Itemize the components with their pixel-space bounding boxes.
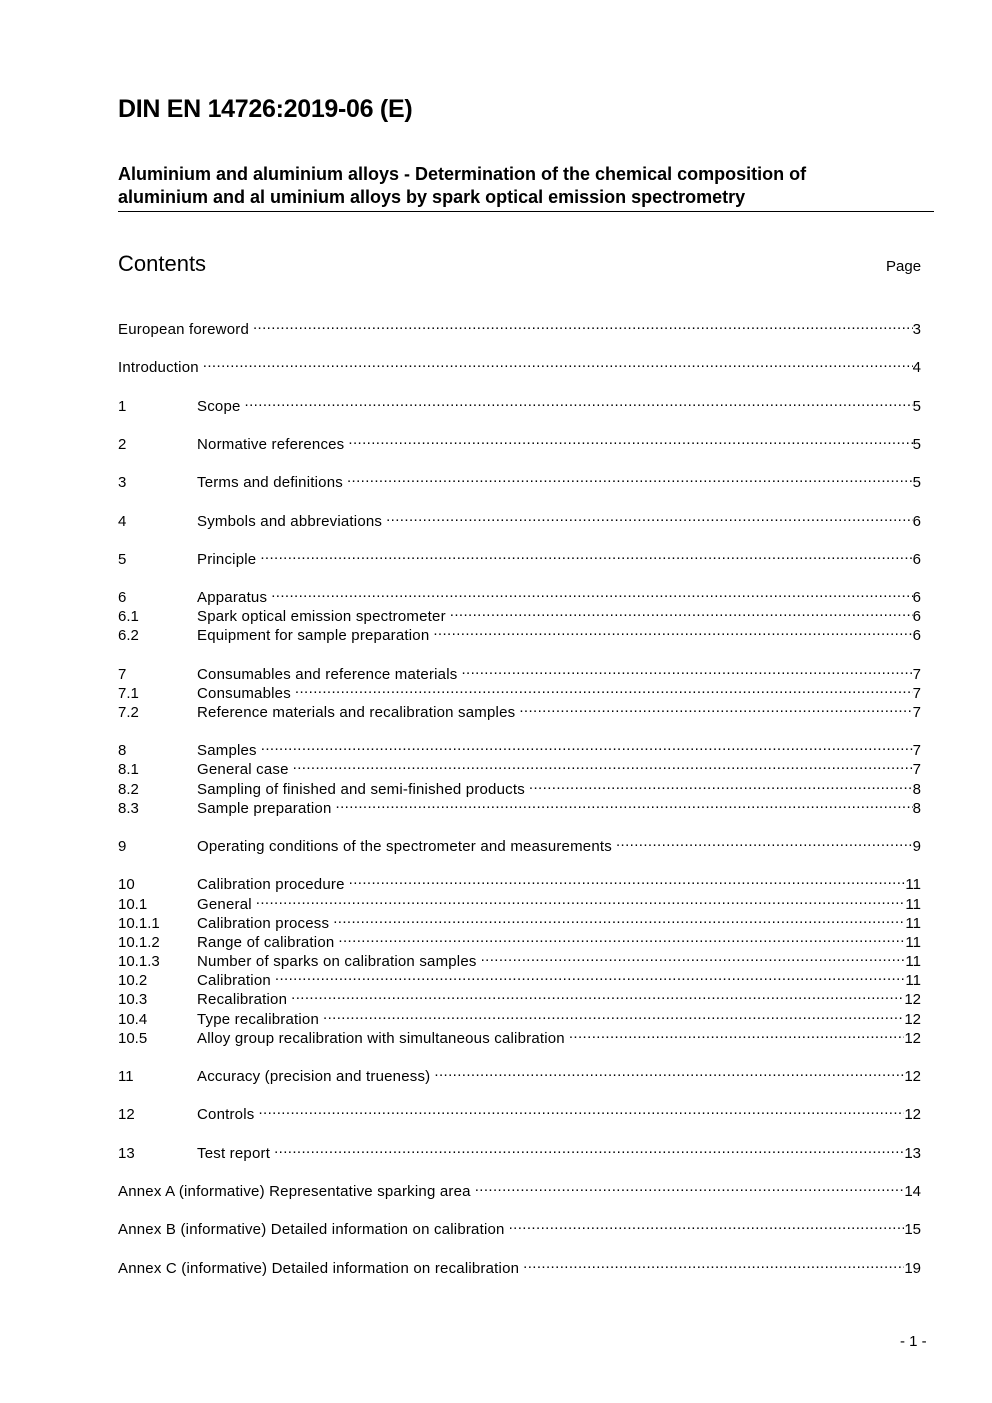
toc-entry[interactable] — [118, 583, 921, 606]
toc-entry-page: 3 — [912, 321, 921, 338]
toc-entry-page: 5 — [912, 436, 921, 453]
toc-entry-page: 7 — [912, 742, 921, 759]
toc-entry-number: 8.2 — [118, 781, 139, 798]
toc-entry-number: 7.2 — [118, 704, 139, 721]
toc-entry-page: 6 — [912, 551, 921, 568]
toc-entry-page: 12 — [904, 1011, 921, 1028]
toc-entry-title: Spark optical emission spectrometer — [197, 608, 446, 625]
toc-entry[interactable] — [118, 966, 921, 989]
toc-entry-page: 11 — [905, 934, 921, 951]
toc-entry-page: 5 — [912, 474, 921, 491]
toc-entry[interactable] — [118, 1177, 921, 1200]
toc-dot-leader — [336, 794, 913, 813]
toc-entry[interactable] — [118, 545, 921, 568]
toc-entry-page: 6 — [912, 513, 921, 530]
toc-entry-page: 11 — [905, 876, 921, 893]
toc-dot-leader — [245, 392, 913, 411]
toc-dot-leader — [461, 660, 912, 679]
toc-entry-number: 8.3 — [118, 800, 139, 817]
toc-entry-title: Annex A (informative) Representative sparking area — [118, 1183, 471, 1200]
toc-entry[interactable] — [118, 794, 921, 817]
toc-entry-number: 6.1 — [118, 608, 139, 625]
toc-entry-number: 13 — [118, 1145, 135, 1162]
toc-dot-leader — [338, 928, 905, 947]
toc-entry-title: Consumables and reference materials — [197, 666, 458, 683]
toc-entry-number: 10.1 — [118, 896, 148, 913]
toc-dot-leader — [523, 1254, 904, 1273]
toc-entry-title: Consumables — [197, 685, 291, 702]
toc-entry-number: 10.3 — [118, 991, 148, 1008]
toc-entry-page: 12 — [904, 1068, 921, 1085]
toc-entry-page: 14 — [904, 1183, 921, 1200]
toc-entry-number: 8.1 — [118, 761, 139, 778]
toc-entry-page: 11 — [905, 896, 921, 913]
toc-dot-leader — [348, 430, 912, 449]
toc-entry-number: 10.5 — [118, 1030, 148, 1047]
toc-dot-leader — [347, 468, 913, 487]
toc-entry-number: 6.2 — [118, 627, 139, 644]
toc-entry-number: 6 — [118, 589, 127, 606]
toc-entry-number: 10 — [118, 876, 135, 893]
toc-entry-number: 8 — [118, 742, 127, 759]
toc-dot-leader — [434, 1062, 904, 1081]
toc-entry[interactable] — [118, 1062, 921, 1085]
toc-entry-page: 8 — [912, 800, 921, 817]
toc-entry-page: 6 — [912, 608, 921, 625]
document-title-line-1: Aluminium and aluminium alloys - Determination of the chemical composition of — [118, 164, 807, 184]
toc-entry-page: 11 — [905, 972, 921, 989]
toc-entry[interactable] — [118, 909, 921, 932]
document-identifier: DIN EN 14726:2019-06 (E) — [118, 95, 413, 123]
toc-entry[interactable] — [118, 679, 921, 702]
toc-dot-leader — [333, 909, 905, 928]
toc-entry-title: Samples — [197, 742, 257, 759]
toc-entry-page: 11 — [905, 915, 921, 932]
toc-entry-title: Number of sparks on calibration samples — [197, 953, 477, 970]
document-title-line-2: aluminium and al uminium alloys by spark optical emission spectrometry — [118, 187, 746, 207]
toc-entry-title: Introduction — [118, 359, 199, 376]
toc-entry-title: Annex B (informative) Detailed information on calibration — [118, 1221, 505, 1238]
toc-entry-page: 6 — [912, 627, 921, 644]
toc-dot-leader — [256, 890, 906, 909]
toc-dot-leader — [509, 1215, 905, 1234]
toc-entry-title: Equipment for sample preparation — [197, 627, 430, 644]
toc-entry-title: Alloy group recalibration with simultaneous calibration — [197, 1030, 565, 1047]
toc-entry[interactable] — [118, 775, 921, 798]
toc-entry[interactable] — [118, 698, 921, 721]
toc-entry[interactable] — [118, 1215, 921, 1238]
toc-dot-leader — [569, 1024, 904, 1043]
toc-entry[interactable] — [118, 1254, 921, 1277]
toc-dot-leader — [253, 315, 913, 334]
toc-entry[interactable] — [118, 1005, 921, 1028]
toc-entry-title: European foreword — [118, 321, 249, 338]
toc-entry-number: 3 — [118, 474, 127, 491]
toc-entry-number: 9 — [118, 838, 127, 855]
toc-entry-number: 10.1.3 — [118, 953, 160, 970]
page-number: - 1 - — [900, 1333, 927, 1350]
toc-entry-page: 12 — [904, 1030, 921, 1047]
toc-entry[interactable] — [118, 660, 921, 683]
toc-entry[interactable] — [118, 832, 921, 855]
toc-dot-leader — [261, 736, 913, 755]
toc-entry-page: 7 — [912, 685, 921, 702]
toc-dot-leader — [519, 698, 912, 717]
toc-dot-leader — [475, 1177, 905, 1196]
toc-entry-title: Normative references — [197, 436, 345, 453]
toc-entry[interactable] — [118, 392, 921, 415]
toc-dot-leader — [386, 507, 913, 526]
toc-dot-leader — [258, 1100, 904, 1119]
toc-entry-title: Test report — [197, 1145, 271, 1162]
toc-entry-title: Operating conditions of the spectrometer and measurements — [197, 838, 612, 855]
toc-entry-title: Sampling of finished and semi-finished products — [197, 781, 525, 798]
toc-dot-leader — [295, 679, 913, 698]
toc-entry-title: General — [197, 896, 252, 913]
toc-entry[interactable] — [118, 1139, 921, 1162]
contents-heading: Contents — [118, 251, 207, 276]
toc-entry-page: 9 — [912, 838, 921, 855]
toc-entry[interactable] — [118, 870, 921, 893]
toc-dot-leader — [323, 1005, 904, 1024]
toc-entry-page: 7 — [912, 666, 921, 683]
toc-dot-leader — [271, 583, 912, 602]
toc-entry-page: 7 — [912, 704, 921, 721]
toc-entry[interactable] — [118, 507, 921, 530]
toc-dot-leader — [275, 966, 906, 985]
toc-entry-page: 8 — [912, 781, 921, 798]
toc-entry-page: 13 — [904, 1145, 921, 1162]
toc-entry[interactable] — [118, 947, 921, 970]
toc-entry[interactable] — [118, 890, 921, 913]
toc-entry-title: Calibration — [197, 972, 271, 989]
toc-entry-title: Scope — [197, 398, 241, 415]
toc-entry-number: 10.4 — [118, 1011, 148, 1028]
toc-entry-number: 2 — [118, 436, 127, 453]
toc-entry-number: 1 — [118, 398, 127, 415]
toc-entry[interactable] — [118, 621, 921, 644]
toc-entry-number: 11 — [118, 1068, 134, 1085]
toc-entry-number: 7.1 — [118, 685, 139, 702]
toc-entry-page: 15 — [904, 1221, 921, 1238]
toc-entry-title: Principle — [197, 551, 257, 568]
toc-entry-number: 10.2 — [118, 972, 148, 989]
toc-entry-number: 12 — [118, 1106, 135, 1123]
toc-entry[interactable] — [118, 736, 921, 759]
toc-entry-title: Calibration procedure — [197, 876, 345, 893]
toc-dot-leader — [616, 832, 913, 851]
toc-entry-title: Annex C (informative) Detailed information on recalibration — [118, 1260, 520, 1277]
toc-dot-leader — [433, 621, 912, 640]
toc-entry-page: 11 — [905, 953, 921, 970]
toc-entry-page: 7 — [912, 761, 921, 778]
toc-entry-title: Calibration process — [197, 915, 330, 932]
toc-entry-title: Range of calibration — [197, 934, 335, 951]
toc-entry-page: 12 — [904, 991, 921, 1008]
page-column-heading: Page — [886, 258, 922, 275]
toc-entry[interactable] — [118, 1024, 921, 1047]
toc-entry-title: Type recalibration — [197, 1011, 319, 1028]
toc-entry-title: Accuracy (precision and trueness) — [197, 1068, 431, 1085]
toc-dot-leader — [349, 870, 906, 889]
toc-entry-page: 4 — [912, 359, 921, 376]
toc-dot-leader — [203, 353, 913, 372]
toc-entry-title: General case — [197, 761, 289, 778]
toc-entry[interactable] — [118, 353, 921, 376]
toc-dot-leader — [450, 602, 913, 621]
toc-entry-page: 19 — [904, 1260, 921, 1277]
toc-entry[interactable] — [118, 755, 921, 778]
document-title — [118, 163, 934, 212]
toc-entry-title: Reference materials and recalibration samples — [197, 704, 516, 721]
toc-entry[interactable] — [118, 430, 921, 453]
toc-dot-leader — [260, 545, 912, 564]
toc-dot-leader — [293, 755, 913, 774]
toc-entry-number: 7 — [118, 666, 127, 683]
toc-entry-page: 6 — [912, 589, 921, 606]
toc-entry-number: 5 — [118, 551, 127, 568]
toc-dot-leader — [291, 985, 904, 1004]
toc-entry-page: 5 — [912, 398, 921, 415]
toc-entry-title: Sample preparation — [197, 800, 332, 817]
toc-entry-number: 10.1.2 — [118, 934, 160, 951]
toc-entry-page: 12 — [904, 1106, 921, 1123]
toc-dot-leader — [529, 775, 913, 794]
toc-entry[interactable] — [118, 1100, 921, 1123]
toc-entry-title: Symbols and abbreviations — [197, 513, 383, 530]
toc-entry-title: Controls — [197, 1106, 255, 1123]
toc-entry[interactable] — [118, 468, 921, 491]
toc-entry-title: Terms and definitions — [197, 474, 343, 491]
toc-entry-number: 4 — [118, 513, 127, 530]
toc-dot-leader — [274, 1139, 904, 1158]
toc-entry[interactable] — [118, 928, 921, 951]
toc-entry[interactable] — [118, 985, 921, 1008]
toc-entry[interactable] — [118, 315, 921, 338]
toc-entry-title: Recalibration — [197, 991, 288, 1008]
toc-entry-title: Apparatus — [197, 589, 268, 606]
toc-entry[interactable] — [118, 602, 921, 625]
toc-dot-leader — [481, 947, 906, 966]
toc-entry-number: 10.1.1 — [118, 915, 160, 932]
